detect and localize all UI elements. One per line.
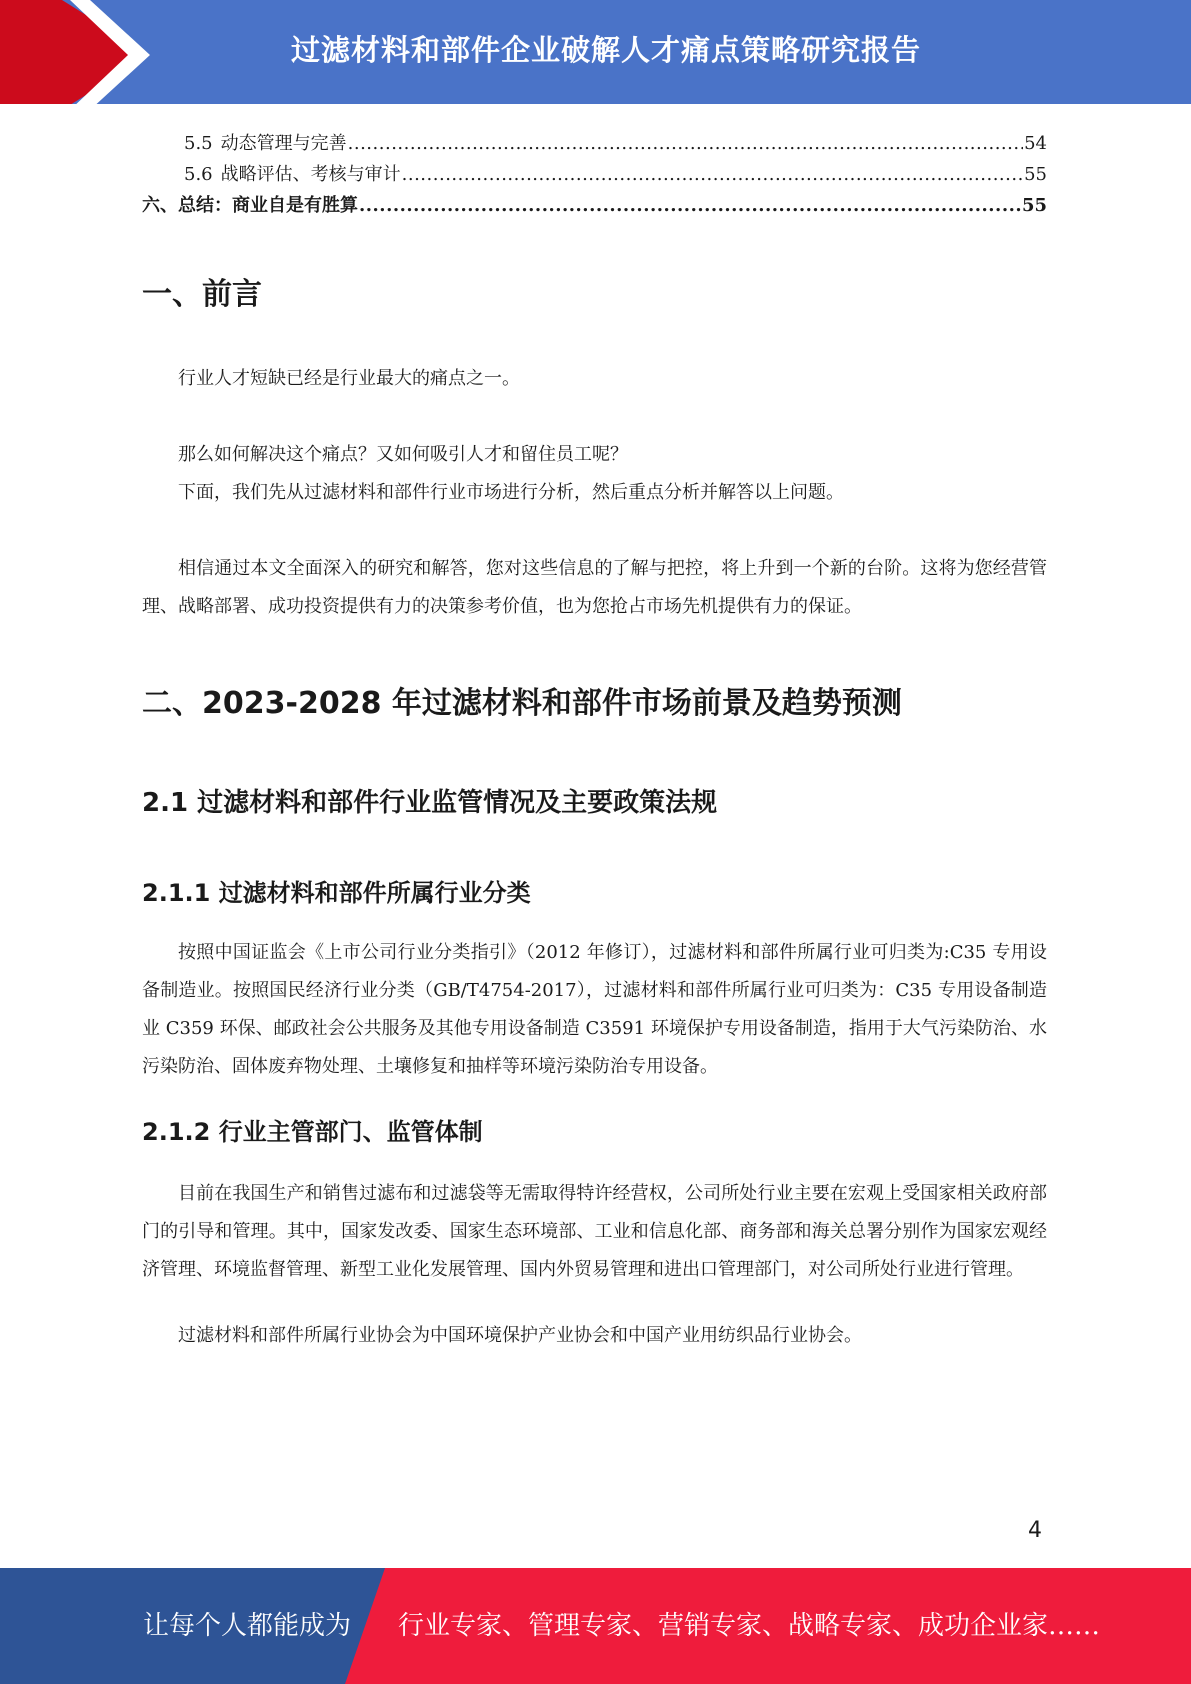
section-heading-market-outlook: 二、2023-2028 年过滤材料和部件市场前景及趋势预测 (142, 686, 902, 721)
page-number: 4 (1028, 1518, 1042, 1543)
section-heading-preface: 一、前言 (142, 277, 262, 312)
page-footer (0, 1568, 1191, 1684)
toc-entry-page: 54 (1024, 133, 1047, 154)
toc-entry-text: 动态管理与完善 (220, 133, 347, 154)
table-of-contents (142, 128, 1047, 221)
footer-slogan-left: 让每个人都能成为 (143, 1611, 352, 1641)
header-bottom-line (0, 104, 1191, 110)
paragraph: 过滤材料和部件所属行业协会为中国环境保护产业协会和中国产业用纺织品行业协会。 (178, 1325, 862, 1346)
toc-entry-text: 战略评估、考核与审计 (220, 164, 401, 185)
toc-leader-dots (402, 159, 1023, 190)
toc-entry[interactable] (142, 159, 1047, 190)
toc-entry-page: 55 (1021, 195, 1047, 216)
page-header (0, 0, 1191, 110)
paragraph: 行业人才短缺已经是行业最大的痛点之一。 (178, 368, 520, 389)
toc-entry-text: 六、总结：商业自是有胜算 (142, 195, 358, 216)
paragraph: 相信通过本文全面深入的研究和解答，您对这些信息的了解与把控，将上升到一个新的台阶。这将为您经营管理、战略部署、成功投资提供有力的决策参考价值，也为您抢占市场先机提供有力的保证。 (142, 558, 1047, 617)
toc-entry[interactable] (142, 128, 1047, 159)
toc-entry-number: 5.5 (184, 133, 213, 154)
paragraph: 下面，我们先从过滤材料和部件行业市场进行分析，然后重点分析并解答以上问题。 (178, 482, 844, 503)
paragraph: 按照中国证监会《上市公司行业分类指引》（2012 年修订），过滤材料和部件所属行业可归类为:C35 专用设备制造业。按照国民经济行业分类（GB/T4754-2017），过滤材料和部件所属行业可归类为：C35 专用设备制造业 C359 环保、邮政社会公共服务及其他专用设备制造 C3591 环境保护专用设备制造，指用于大气污染防治、水污染防治、固体废弃物处理、土壤修复和抽样等环境污染防治专用设备。 (142, 942, 1047, 1077)
footer-slogan-right: 行业专家、管理专家、营销专家、战略专家、成功企业家…… (398, 1611, 1101, 1641)
toc-leader-dots (348, 128, 1023, 159)
paragraph: 目前在我国生产和销售过滤布和过滤袋等无需取得特许经营权，公司所处行业主要在宏观上受国家相关政府部门的引导和管理。其中，国家发改委、国家生态环境部、工业和信息化部、商务部和海关总署分别作为国家宏观经济管理、环境监督管理、新型工业化发展管理、国内外贸易管理和进出口管理部门，对公司所处行业进行管理。 (142, 1183, 1047, 1280)
toc-entry-page: 55 (1024, 164, 1047, 185)
page-content (142, 128, 1047, 1355)
report-title: 过滤材料和部件企业破解人才痛点策略研究报告 (290, 33, 921, 67)
toc-entry-number: 5.6 (184, 164, 213, 185)
toc-entry[interactable] (142, 190, 1047, 221)
subsection-heading-regulatory-system: 2.1.2 行业主管部门、监管体制 (142, 1118, 483, 1146)
paragraph: 那么如何解决这个痛点？又如何吸引人才和留住员工呢？ (178, 444, 628, 465)
subsection-heading-regulation: 2.1 过滤材料和部件行业监管情况及主要政策法规 (142, 788, 718, 818)
toc-leader-dots (359, 190, 1021, 221)
subsection-heading-industry-classification: 2.1.1 过滤材料和部件所属行业分类 (142, 879, 531, 907)
